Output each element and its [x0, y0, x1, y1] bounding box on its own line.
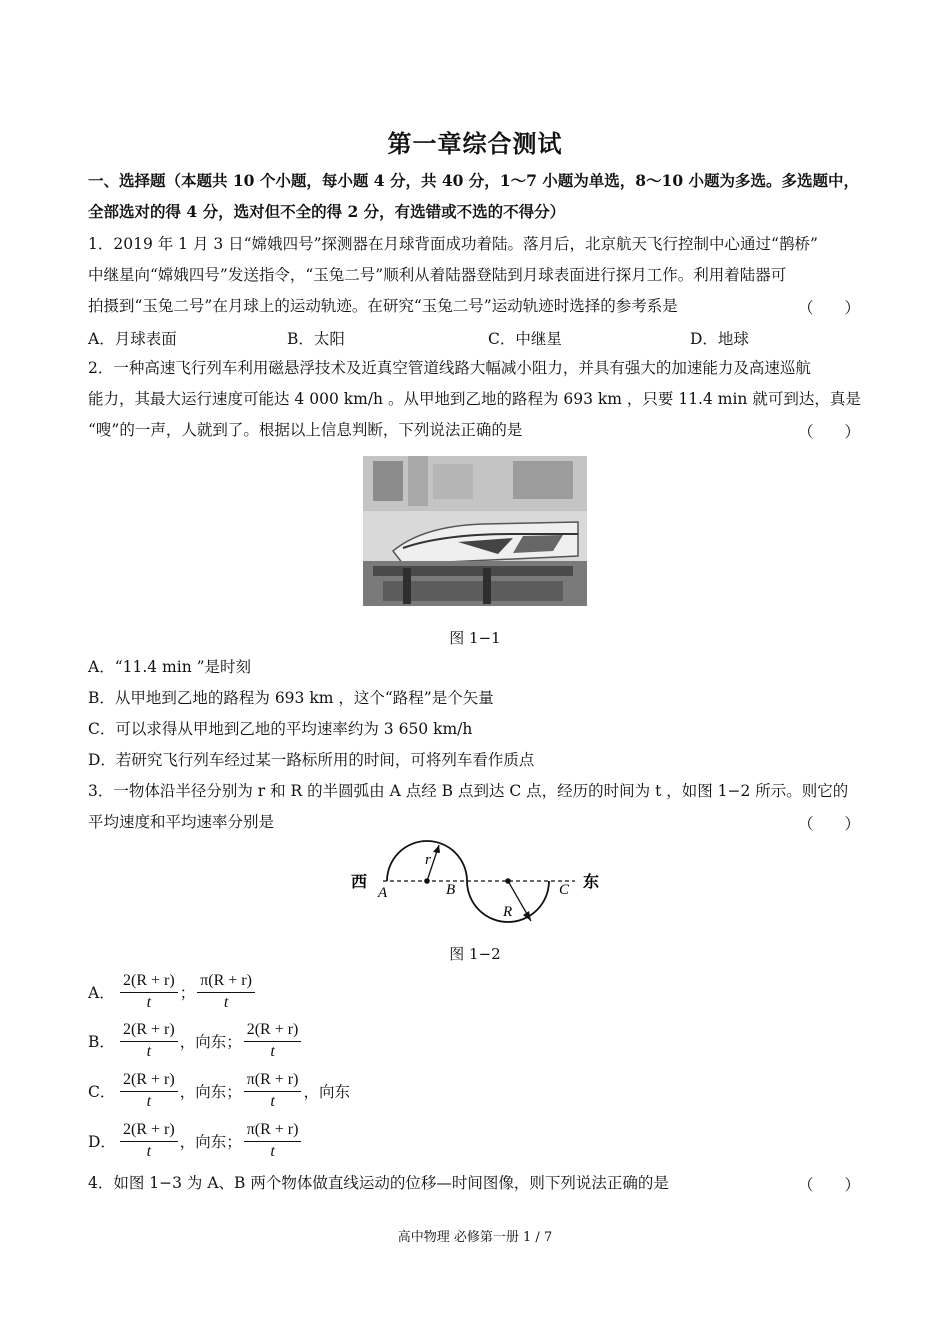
q3-option-c-fraction-1: $\frac{2(R + r)}{t}$ — [120, 1070, 178, 1112]
q3-option-b-fraction-2: $\frac{2(R + r)}{t}$ — [244, 1020, 302, 1062]
q2-text-line-3: “嗖”的一声，人就到了。根据以上信息判断，下列说法正确的是 — [88, 421, 523, 439]
page-title: 第一章综合测试 — [387, 129, 563, 158]
figure-1-1-caption: 图 1−1 — [449, 629, 501, 647]
q3-option-d-fraction-2: $\frac{\pi(R + r)}{t}$ — [244, 1120, 302, 1162]
q2-option-a: A．“11.4 min ”是时刻 — [88, 658, 252, 676]
q3-option-a-separator: ； — [179, 984, 196, 1002]
q3-option-d-label: D． — [88, 1133, 116, 1151]
q3-option-d-separator: ，向东； — [179, 1133, 242, 1151]
label-point-a: A — [378, 885, 388, 901]
q3-option-c — [88, 1070, 350, 1112]
q3-option-a-fraction-1: $\frac{2(R + r)}{t}$ — [120, 971, 178, 1013]
q2-answer-paren: （ ） — [798, 423, 861, 441]
label-radius-R: R — [503, 904, 513, 920]
q4-text-line-1: 4．如图 1−3 为 A、B 两个物体做直线运动的位移—时间图像，则下列说法正确的是 — [88, 1174, 669, 1192]
label-radius-r: r — [425, 852, 431, 868]
q2-option-c: C．可以求得从甲地到乙地的平均速率约为 3 650 km/h — [88, 720, 473, 738]
q3-option-a-fraction-2: $\frac{\pi(R + r)}{t}$ — [197, 971, 255, 1013]
q2-text-line-2: 能力，其最大运行速度可能达 4 000 km/h 。从甲地到乙地的路程为 693 km ，只要 11.4 min 就可到达，真是 — [88, 390, 861, 408]
semicircle-path-diagram — [345, 838, 610, 938]
q3-option-c-tail: ，向东 — [303, 1083, 350, 1101]
figure-1-2-caption: 图 1−2 — [449, 945, 501, 963]
label-west: 西 — [351, 872, 368, 891]
label-point-b: B — [446, 882, 456, 898]
q3-option-b-separator: ，向东； — [179, 1033, 242, 1051]
q3-option-d-fraction-1: $\frac{2(R + r)}{t}$ — [120, 1120, 178, 1162]
q4-answer-paren: （ ） — [798, 1176, 861, 1194]
q1-option-a: A．月球表面 — [88, 330, 177, 348]
q2-option-b: B．从甲地到乙地的路程为 693 km ，这个“路程”是个矢量 — [88, 689, 494, 707]
maglev-train-photo — [363, 456, 587, 606]
q1-text-line-1: 1．2019 年 1 月 3 日“嫦娥四号”探测器在月球背面成功着陆。落月后，北京航天飞行控制中心通过“鹊桥” — [88, 235, 818, 253]
q3-option-b-fraction-1: $\frac{2(R + r)}{t}$ — [120, 1020, 178, 1062]
label-east: 东 — [583, 872, 600, 891]
q3-option-a — [88, 971, 257, 1013]
label-point-c: C — [559, 882, 570, 898]
section-header-line-1: 一、选择题（本题共 10 个小题，每小题 4 分，共 40 分，1～7 小题为单选，8～10 小题为多选。多选题中， — [88, 171, 860, 190]
small-radius-arrowhead — [433, 845, 440, 853]
q3-answer-paren: （ ） — [798, 815, 861, 833]
q1-text-line-3: 拍摄到“玉兔二号”在月球上的运动轨迹。在研究“玉兔二号”运动轨迹时选择的参考系是 — [88, 297, 678, 315]
q3-option-d — [88, 1120, 303, 1162]
q1-option-b: B．太阳 — [287, 330, 345, 348]
q1-answer-paren: （ ） — [798, 299, 861, 317]
q3-option-b-label: B． — [88, 1033, 115, 1051]
q3-option-b — [88, 1020, 303, 1062]
q2-option-d: D．若研究飞行列车经过某一路标所用的时间，可将列车看作质点 — [88, 751, 535, 769]
section-header-line-2: 全部选对的得 4 分，选对但不全的得 2 分，有选错或不选的不得分） — [88, 202, 566, 221]
q1-text-line-2: 中继星向“嫦娥四号”发送指令，“玉兔二号”顺利从着陆器登陆到月球表面进行探月工作。利用着陆器可 — [88, 266, 787, 284]
page-footer: 高中物理 必修第一册 1 / 7 — [397, 1230, 553, 1245]
q3-text-line-2: 平均速度和平均速率分别是 — [88, 813, 275, 831]
q3-option-a-label: A． — [88, 984, 115, 1002]
q3-option-c-separator: ，向东； — [179, 1083, 242, 1101]
q1-option-d: D．地球 — [690, 330, 749, 348]
q2-text-line-1: 2．一种高速飞行列车利用磁悬浮技术及近真空管道线路大幅减小阻力，并具有强大的加速能力及高速巡航 — [88, 359, 811, 377]
q1-option-c: C．中继星 — [488, 330, 562, 348]
q3-option-c-label: C． — [88, 1083, 116, 1101]
q3-text-line-1: 3．一物体沿半径分别为 r 和 R 的半圆弧由 A 点经 B 点到达 C 点，经历的时间为 t ，如图 1−2 所示。则它的 — [88, 782, 849, 800]
q3-option-c-fraction-2: $\frac{\pi(R + r)}{t}$ — [244, 1070, 302, 1112]
